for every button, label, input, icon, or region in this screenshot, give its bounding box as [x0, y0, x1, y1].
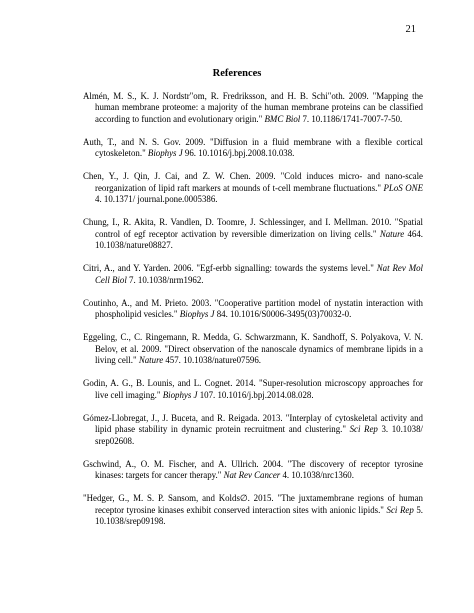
reference-entry [83, 91, 423, 125]
reference-list [83, 91, 423, 527]
reference-details: 7. 10.1038/nrm1962. [126, 274, 204, 285]
reference-details: 4. 10.1038/nrc1360. [280, 470, 354, 481]
reference-text: Almén, M. S., K. J. Nordstr"om, R. Fredriksson, and H. B. Schi"oth. 2009. "Mapping the human membrane proteome: a majority of the human membrane proteins can be classified according to function and evolutionary origin." [83, 91, 423, 124]
reference-journal: Biophys J [147, 148, 183, 159]
reference-journal: Nat Rev Mol Cell Biol [95, 263, 423, 285]
reference-journal: Nature [138, 355, 164, 366]
reference-text: Gómez-Llobregat, J., J. Buceta, and R. Reigada. 2013. "Interplay of cytoskeletal activity and lipid phase stability in dynamic protein recruitment and clustering." [83, 412, 423, 435]
reference-details: 4. 10.1371/ journal.pone.0005386. [95, 194, 218, 205]
reference-details: 464. 10.1038/nature08827. [95, 228, 423, 250]
reference-entry [83, 298, 423, 321]
reference-journal: PLoS ONE [383, 182, 423, 193]
reference-text: Eggeling, C., C. Ringemann, R. Medda, G. Schwarzmann, K. Sandhoff, S. Polyakova, V. N. Belov, et al. 2009. "Direct observation of the nanoscale dynamics of membrane lipids in a living cell." [83, 332, 423, 366]
reference-entry [83, 263, 423, 286]
reference-entry [83, 332, 423, 366]
reference-entry [83, 459, 423, 482]
reference-text: Coutinho, A., and M. Prieto. 2003. "Cooperative partition model of nystatin interaction with phospholipid vesicles." [83, 297, 423, 320]
reference-details: 3. 10.1038/ srep02608. [95, 424, 423, 446]
reference-text: Godin, A. G., B. Lounis, and L. Cognet. 2014. "Super-resolution microscopy approaches for live cell imaging." [83, 378, 423, 400]
reference-text: Auth, T., and N. S. Gov. 2009. "Diffusion in a fluid membrane with a flexible cortical cytoskeleton." [83, 136, 423, 159]
reference-journal: Biophys J [162, 389, 198, 400]
reference-journal: Biophys J [179, 309, 215, 320]
reference-journal: Nature [379, 228, 405, 239]
reference-details: 5. 10.1038/srep09198. [95, 504, 424, 527]
reference-entry [83, 137, 423, 160]
reference-journal: BMC Biol [264, 113, 301, 124]
reference-journal: Sci Rep [349, 424, 378, 435]
reference-journal: Nat Rev Cancer [223, 470, 281, 481]
reference-details: 107. 10.1016/j.bpj.2014.08.028. [197, 389, 314, 400]
reference-entry [83, 493, 423, 527]
reference-entry [83, 171, 423, 205]
reference-entry [83, 378, 423, 401]
reference-journal: Sci Rep [386, 504, 414, 515]
reference-entry [83, 413, 423, 447]
reference-text: "Hedger, G., M. S. P. Sansom, and Kolds∅. 2015. "The juxtamembrane regions of human receptor tyrosine kinases exhibit conserved interaction sites with anionic lipids." [83, 493, 423, 515]
reference-text: Gschwind, A., O. M. Fischer, and A. Ullrich. 2004. "The discovery of receptor tyrosine kinases: targets for cancer therapy." [83, 458, 423, 481]
reference-entry [83, 217, 423, 251]
reference-text: Chung, I., R. Akita, R. Vandlen, D. Toomre, J. Schlessinger, and I. Mellman. 2010. "Spatial control of egf receptor activation by reversible dimerization on living cells." [83, 217, 423, 239]
reference-text: Citri, A., and Y. Yarden. 2006. "Egf-erbb signalling: towards the systems level." [83, 263, 377, 274]
references-heading: References [212, 68, 262, 79]
reference-details: 457. 10.1038/nature07596. [163, 355, 261, 366]
reference-details: 84. 10.1016/S0006-3495(03)70032-0. [214, 309, 352, 320]
reference-details: 96. 10.1016/j.bpj.2008.10.038. [182, 148, 295, 159]
reference-details: 7. 10.1186/1741-7007-7-50. [300, 113, 403, 124]
reference-text: Chen, Y., J. Qin, J. Cai, and Z. W. Chen. 2009. "Cold induces micro- and nano-scale reorganization of lipid raft markers at mounds of t-cell membrane fluctuations." [83, 171, 423, 193]
page-number: 21 [405, 24, 416, 35]
